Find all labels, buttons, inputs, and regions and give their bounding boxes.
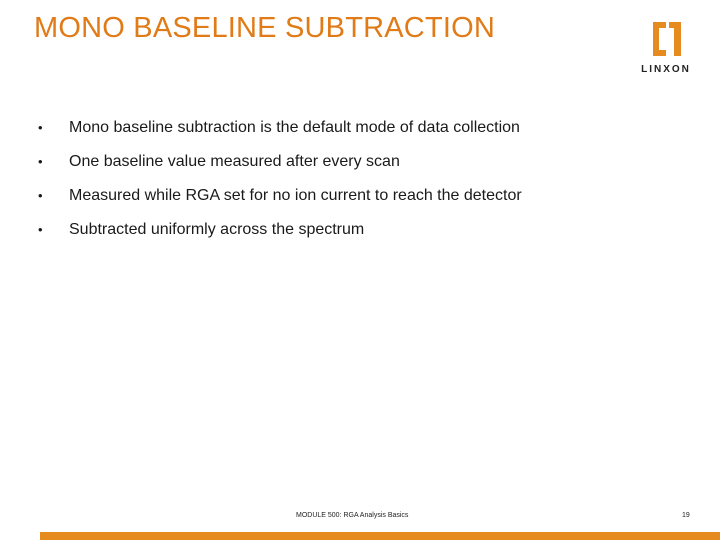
slide-title: MONO BASELINE SUBTRACTION: [34, 12, 496, 44]
logo-wordmark: LINXON: [641, 64, 691, 75]
footer-accent-bar: [40, 532, 720, 540]
bullet-text: One baseline value measured after every scan: [69, 153, 400, 170]
bullet-dot: •: [38, 120, 43, 135]
linxon-logo: [636, 18, 696, 76]
linxon-logo-icon: [636, 18, 696, 62]
bullet-text: Mono baseline subtraction is the default mode of data collection: [69, 119, 520, 136]
page-number: 19: [682, 512, 690, 519]
bullet-dot: •: [38, 222, 43, 237]
bullet-dot: •: [38, 188, 43, 203]
bullet-dot: •: [38, 154, 43, 169]
footer-module-title: MODULE 500: RGA Analysis Basics: [296, 512, 409, 519]
bullet-text: Subtracted uniformly across the spectrum: [69, 221, 365, 238]
bullet-text: Measured while RGA set for no ion current to reach the detector: [69, 187, 522, 204]
